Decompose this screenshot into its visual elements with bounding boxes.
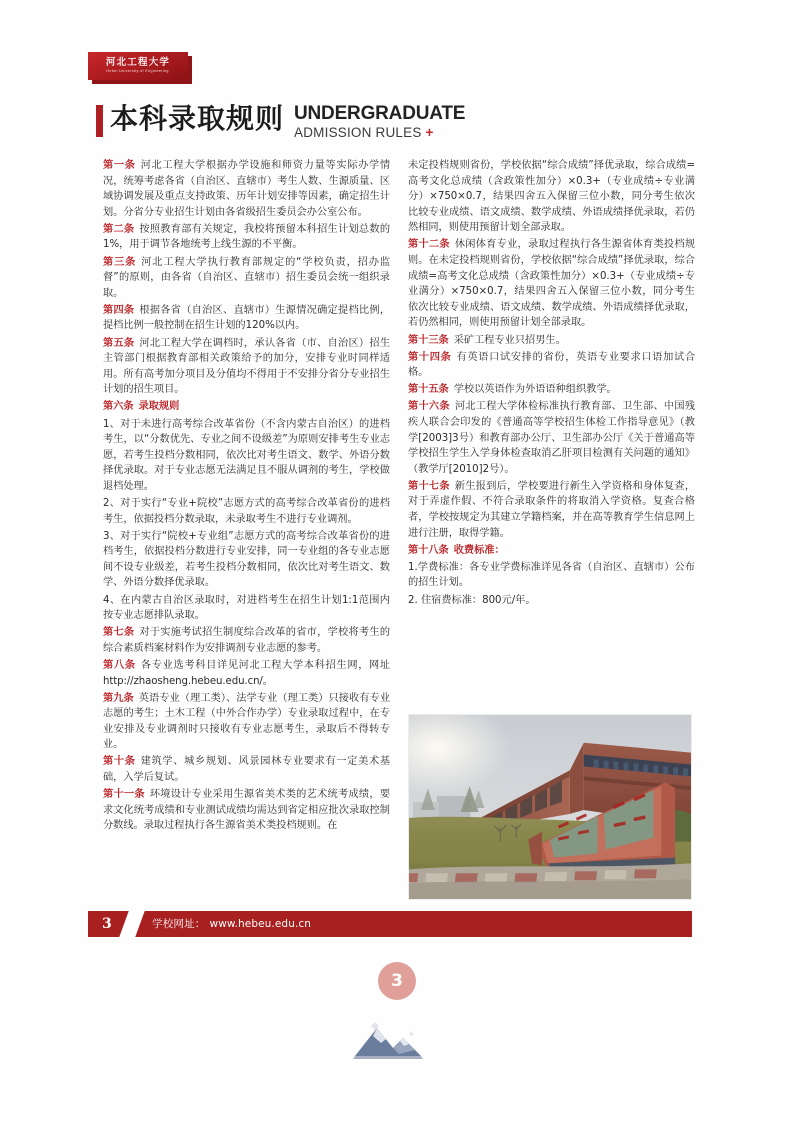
article-text: 1、对于未进行高考综合改革省份（不含内蒙古自治区）的进档考生，以“分数优先、专业之间不设级差”为原则安排考生专业志愿，若考生投档分数相同，依次比对考生语文、数学、外语分数择优录取。对于专业志愿无法满足且不服从调剂的考生，学校做退档处理。 <box>103 418 390 492</box>
article-label: 第七条 <box>103 627 135 639</box>
article-label: 第十一条 <box>103 789 145 801</box>
article-label: 第五条 <box>103 337 135 349</box>
article-text: 对于实施考试招生制度综合改革的省市，学校将考生的综合素质档案材料作为安排调剂专业志愿的参考。 <box>103 627 391 654</box>
article-paragraph <box>408 158 695 236</box>
article-text: 英语专业（理工类）、法学专业（理工类）只接收有专业志愿的考生；土木工程（中外合作办学）专业录取过程中，在专业安排及专业调剂时只接收有专业志愿考生，录取后不得转专业。 <box>103 692 391 751</box>
title-chinese: 本科录取规则 <box>110 102 285 135</box>
mountains-icon <box>337 1004 457 1064</box>
article-paragraph <box>103 787 390 834</box>
article-text: 河北工程大学根据办学设施和师资力量等实际办学情况，统筹考虑各省（自治区、直辖市）考生人数、生源质量、区域协调发展及重点支持政策、历年计划安排等因素，确定招生计划。分省分专业招生计划由各省级招生委员会办公室公布。 <box>103 160 391 218</box>
article-label: 第四条 <box>103 304 135 316</box>
logo-plate <box>88 52 188 80</box>
mountains-illustration <box>337 1004 457 1064</box>
article-text: 新生报到后，学校要进行新生入学资格和身体复查，对于弄虚作假、不符合录取条件的将取消入学资格。复查合格者，学校按规定为其建立学籍档案，并在高等教育学生信息网上进行注册，取得学籍。 <box>408 480 696 539</box>
article-label: 第九条 <box>103 692 134 704</box>
article-paragraph <box>103 625 390 656</box>
article-paragraph <box>408 382 695 398</box>
article-text: 学校以英语作为外语语种组织教学。 <box>453 384 617 396</box>
title-accent-bar <box>96 105 103 137</box>
article-label: 第一条 <box>103 160 136 171</box>
article-heading: 录取规则 <box>138 401 180 413</box>
title-english-line1: UNDERGRADUATE <box>294 103 466 124</box>
bottom-decoration <box>337 958 457 1068</box>
article-label: 第六条 <box>103 401 134 413</box>
page-title <box>96 103 465 140</box>
article-text: 4、在内蒙古自治区录取时，对进档考生在招生计划1:1范围内按专业志愿排队录取。 <box>103 594 390 622</box>
article-text: 环境设计专业采用生源省美术类的艺术统考成绩，要求文化统考成绩和专业测试成绩均需达到省定相应批次录取控制分数线。录取过程执行各生源省美术类投档规则。在 <box>103 789 391 832</box>
plus-icon: + <box>425 125 434 140</box>
footer-page-number: 3 <box>102 916 112 932</box>
article-paragraph <box>103 593 390 624</box>
title-english-line2-text: ADMISSION RULES <box>294 125 422 140</box>
page-number-badge-text: 3 <box>391 970 403 991</box>
article-text: 1.学费标准：各专业学费标准详见各省（自治区、直辖市）公布的招生计划。 <box>408 561 695 589</box>
article-label: 第十八条 <box>408 544 449 556</box>
article-paragraph <box>103 691 390 753</box>
article-paragraph <box>103 303 390 334</box>
article-paragraph <box>103 417 390 495</box>
article-text: 3、对于实行“院校+专业组”志愿方式的高考综合改革省份的进档考生，依据投档分数进行专业安排，同一专业组的各专业志愿间不设专业级差，若考生投档分数相同，依次比对考生语文、数学、外语分数择优录取。 <box>103 530 390 589</box>
article-heading-paragraph <box>408 543 695 559</box>
campus-photo-illustration <box>409 715 691 899</box>
article-paragraph <box>103 255 390 302</box>
article-text: 2、对于实行“专业+院校”志愿方式的高考综合改革省份的进档考生，依据投档分数录取，未录取考生不进行专业调剂。 <box>103 497 390 525</box>
logo-chinese-name: 河北工程大学 <box>105 57 171 69</box>
left-column <box>103 158 390 835</box>
article-paragraph <box>408 560 695 591</box>
page-footer <box>88 911 692 937</box>
article-heading: 收费标准： <box>453 544 505 556</box>
university-logo <box>88 52 194 86</box>
article-text: 2. 住宿费标准：800元/年。 <box>408 594 536 606</box>
article-text: 河北工程大学在调档时，承认各省（市、自治区）招生主管部门根据教育部相关政策给予的加分，安排专业时同样适用。所有高考加分项目及分值均不得用于不安排分省分专业招生计划的招生项目。 <box>103 337 391 396</box>
article-text: 按照教育部有关规定，我校将预留本科招生计划总数的1%，用于调节各地统考上线生源的不平衡。 <box>103 223 391 251</box>
article-text: 根据各省（自治区、直辖市）生源情况确定提档比例，提档比例一般控制在招生计划的120%以内。 <box>103 304 391 332</box>
article-paragraph <box>408 350 695 381</box>
article-label: 第十七条 <box>408 480 450 492</box>
article-paragraph <box>408 333 695 349</box>
article-paragraph <box>408 593 695 609</box>
article-text: 河北工程大学体检标准执行教育部、卫生部、中国残疾人联合会印发的《普通高等学校招生体检工作指导意见》（教学[2003]3号）和教育部办公厅、卫生部办公厅《关于普通高等学校招生学生入学身体检查取消乙肝项目检测有关问题的通知》（教学厅[2010]2号）。 <box>408 401 696 475</box>
page-number-badge <box>378 962 416 1000</box>
article-paragraph <box>103 496 390 527</box>
article-text: 建筑学、城乡规划、风景园林专业要求有一定美术基础，入学后复试。 <box>103 756 391 784</box>
article-paragraph <box>103 222 390 253</box>
footer-slash-divider <box>118 911 146 937</box>
article-text: 未定投档规则省份，学校依据“综合成绩”择优录取，综合成绩=高考文化总成绩（含政策性加分）×0.3+（专业成绩÷专业满分）×750×0.7，结果四舍五入保留三位小数，同分考生依次比较专业成绩、语文成绩、数学成绩、外语成绩择优录取，若仍然相同，则使用预留计划全部录取。 <box>408 160 695 234</box>
article-paragraph <box>103 158 390 220</box>
article-paragraph <box>103 754 390 785</box>
article-text: 采矿工程专业只招男生。 <box>453 334 566 346</box>
article-label: 第十三条 <box>408 334 449 346</box>
article-label: 第二条 <box>103 223 135 235</box>
article-paragraph <box>103 336 390 398</box>
article-label: 第三条 <box>103 256 137 268</box>
article-label: 第十五条 <box>408 384 449 396</box>
article-label: 第八条 <box>103 659 136 671</box>
article-paragraph <box>103 529 390 591</box>
article-label: 第十六条 <box>408 401 450 413</box>
campus-photo <box>408 714 692 900</box>
article-label: 第十二条 <box>408 239 450 251</box>
footer-website-label: 学校网址： <box>152 918 206 930</box>
article-paragraph <box>408 237 695 331</box>
article-label: 第十四条 <box>408 351 452 363</box>
logo-english-name: Hebei University of Engineering <box>106 69 170 74</box>
article-paragraph <box>408 479 695 541</box>
title-english-line2 <box>294 125 465 140</box>
article-text: 各专业选考科目详见河北工程大学本科招生网，网址http://zhaosheng.hebeu.edu.cn/。 <box>103 659 391 687</box>
article-label: 第十条 <box>103 756 136 768</box>
article-text: 河北工程大学执行教育部规定的“学校负责，招办监督”的原则，由各省（自治区、直辖市）招生委员会统一组织录取。 <box>103 256 391 299</box>
article-paragraph <box>103 658 390 689</box>
article-text: 有英语口试安排的省份，英语专业要求口语加试合格。 <box>408 351 696 379</box>
title-english-block <box>294 104 465 140</box>
article-text: 休闲体育专业，录取过程执行各生源省体育类投档规则。在未定投档规则省份，学校依据“综合成绩”择优录取，综合成绩=高考文化总成绩（含政策性加分）×0.3+（专业成绩÷专业满分）×750×0.7，结果四舍五入保留三位小数，同分考生依次比较专业成绩、语文成绩、数学成绩、外语成绩择优录取，若仍然相同，则使用预留计划全部录取。 <box>408 239 696 329</box>
article-paragraph <box>408 399 695 477</box>
footer-website <box>152 911 311 937</box>
article-heading-paragraph <box>103 399 390 415</box>
footer-website-url[interactable]: www.hebeu.edu.cn <box>209 918 312 930</box>
